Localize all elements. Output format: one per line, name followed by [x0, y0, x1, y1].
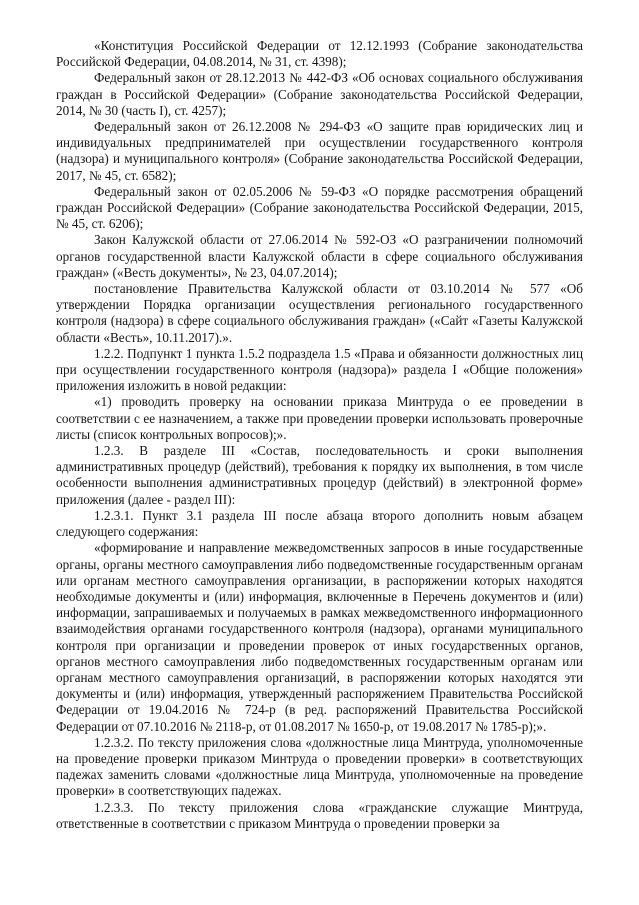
paragraph-item-1-2-3: 1.2.3. В разделе III «Состав, последовательность и сроки выполнения административных процедур (действий), требования к порядку их выполнения, в том числе особенности выполнения административных процедур (действий) в электронной форме» приложения (далее - раздел III): — [56, 443, 583, 507]
paragraph-quote-item-1: «1) проводить проверку на основании приказа Минтруда о ее проведении в соответствии с ее назначением, а также при проведении проверки использовать проверочные листы (список контрольных вопросов);». — [56, 394, 583, 442]
paragraph-item-1-2-3-1: 1.2.3.1. Пункт 3.1 раздела III после абзаца второго дополнить новым абзацем следующего содержания: — [56, 507, 583, 540]
paragraph-item-1-2-3-3: 1.2.3.3. По тексту приложения слова «гражданские служащие Минтруда, ответственные в соответствии с приказом Минтруда о проведении проверки за — [56, 799, 583, 831]
paragraph-item-1-2-2: 1.2.2. Подпункт 1 пункта 1.5.2 подраздела 1.5 «Права и обязанности должностных лиц при осуществлении государственного контроля (надзора)» раздела I «Общие положения» приложения изложить в новой редакции: — [56, 345, 583, 394]
paragraph-constitution: «Конституция Российской Федерации от 12.12.1993 (Собрание законодательства Российской Федерации, 04.08.2014, № 31, ст. 4398); — [56, 38, 583, 70]
paragraph-item-1-2-3-2: 1.2.3.2. По тексту приложения слова «должностные лица Минтруда, уполномоченные на проведение проверки приказом Минтруда о проведении проверки» в соответствующих падежах заменить словами «должностные лица Минтруда, уполномоченные на проведение проверки» в соответствующих падежах. — [56, 734, 583, 799]
paragraph-law-59fz: Федеральный закон от 02.05.2006 № 59-ФЗ «О порядке рассмотрения обращений граждан Российской Федерации» (Собрание законодательства Российской Федерации, 2015, № 45, ст. 6206); — [56, 183, 583, 232]
paragraph-law-592oz: Закон Калужской области от 27.06.2014 № 592-ОЗ «О разграничении полномочий органов государственной власти Калужской области в сфере социального обслуживания граждан» («Весть документы», № 23, 04.07.2014); — [56, 232, 583, 280]
paragraph-law-442fz: Федеральный закон от 28.12.2013 № 442-ФЗ «Об основах социального обслуживания граждан в Российской Федерации» (Собрание законодательства Российской Федерации, 2014, № 30 (часть I), ст. 4257); — [56, 70, 583, 118]
paragraph-resolution-577: постановление Правительства Калужской области от 03.10.2014 № 577 «Об утверждении Порядка организации осуществления регионального государственного контроля (надзора) в сфере социального обслуживания граждан» («Сайт «Газеты Калужской области «Весть», 10.11.2017).». — [56, 281, 583, 345]
paragraph-law-294fz: Федеральный закон от 26.12.2008 № 294-ФЗ «О защите прав юридических лиц и индивидуальных предпринимателей при осуществлении государственного контроля (надзора) и муниципального контроля» (Собрание законодательства Российской Федерации, 2017, № 45, ст. 6582); — [56, 119, 583, 183]
paragraph-quote-interagency-requests: «формирование и направление межведомственных запросов в иные государственные органы, органы местного самоуправления либо подведомственные государственным органам или органам местного самоуправления организации, в распоряжении которых находятся необходимые документы и (или) информация, включенные в Перечень документов и (или) информации, запрашиваемых и получаемых в рамках межведомственного информационного взаимодействия органами государственного контроля (надзора), органами муниципального контроля при организации и проведении проверок от иных государственных органов, органов местного самоуправления либо подведомственных государственным органам или органам местного самоуправления организаций, в распоряжении которых находятся эти документы и (или) информация, утвержденный распоряжением Правительства Российской Федерации от 19.04.2016 № 724-р (в ред. распоряжений Правительства Российской Федерации от 07.10.2016 № 2118-р, от 01.08.2017 № 1650-р, от 19.08.2017 № 1785-р);». — [56, 540, 583, 734]
